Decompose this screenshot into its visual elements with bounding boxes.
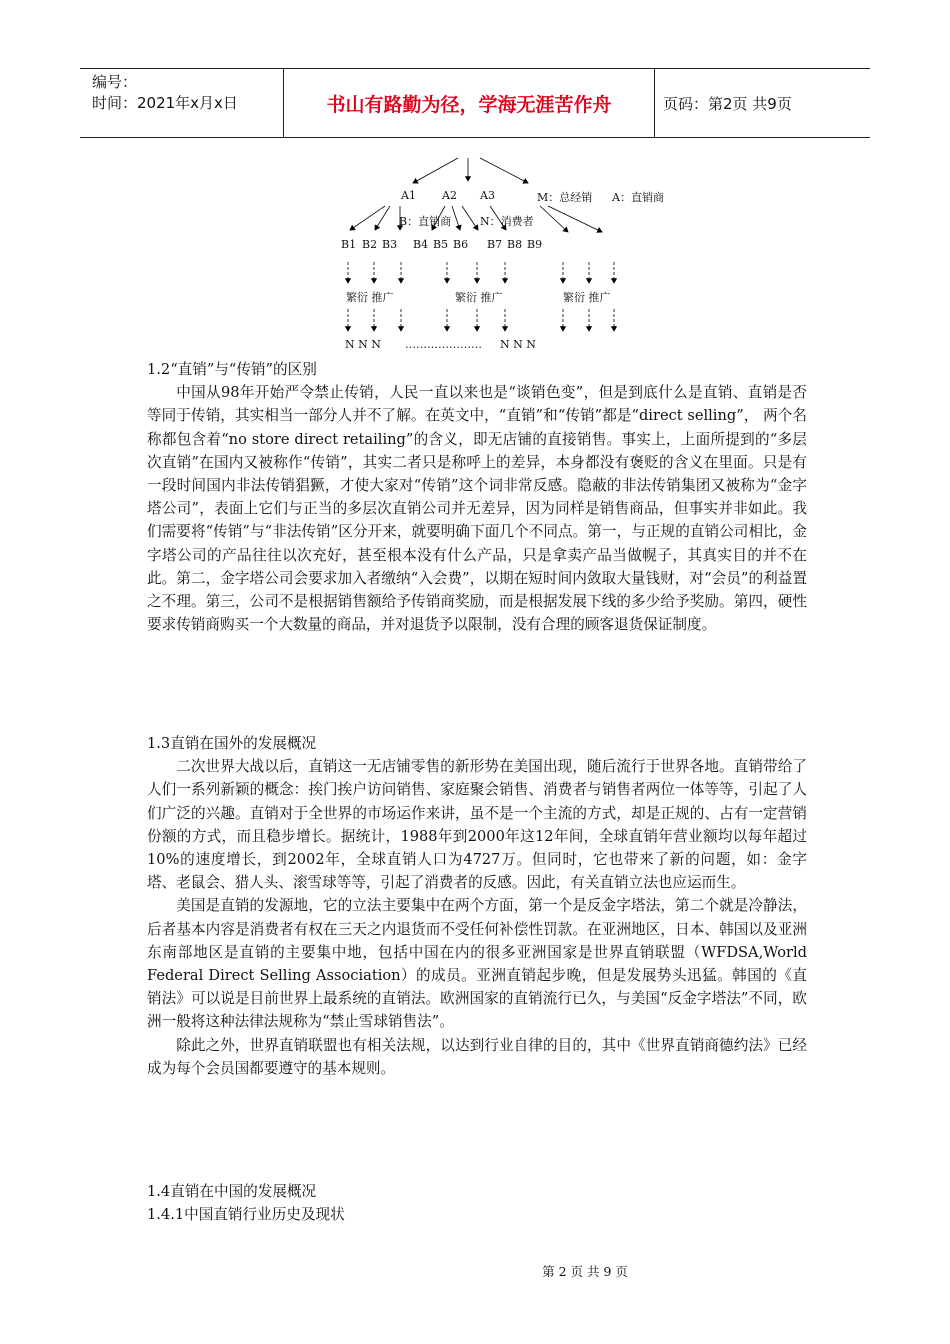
node-b5: B5: [433, 238, 449, 251]
node-a1: A1: [401, 189, 416, 202]
section-1-3: [147, 732, 807, 1080]
legend-n: N：消费者: [480, 215, 534, 228]
header-motto: 书山有路勤为径，学海无涯苦作舟: [283, 69, 655, 137]
section-1-4: [147, 1180, 807, 1226]
section-heading: 1.4直销在中国的发展概况: [147, 1183, 317, 1200]
legend-a: A：直销商: [612, 191, 664, 204]
section-1-2: [147, 358, 807, 636]
node-b4: B4: [413, 238, 429, 251]
grow-label-1: 繁衍 推广: [346, 291, 394, 304]
time-label: 时间：2021年x月x日: [92, 94, 238, 112]
page-footer: 第 2 页 共 9 页: [542, 1264, 628, 1279]
section-heading: 1.2“直销”与“传销”的区别: [147, 361, 317, 378]
subsection-heading: 1.4.1中国直销行业历史及现状: [147, 1206, 345, 1224]
node-b2: B2: [362, 238, 378, 251]
number-label: 编号：: [92, 73, 138, 91]
grow-label-3: 繁衍 推广: [563, 291, 611, 304]
section-heading: 1.3直销在国外的发展概况: [147, 735, 317, 752]
paragraph: 中国从98年开始严令禁止传销，人民一直以来也是“谈销色变”，但是到底什么是直销、直销是否等同于传销，其实相当一部分人并不了解。在英文中，“直销”和“传销”都是“direct selling”， 两个名称都包含着“no store direct retailing”的含义，即无店铺的直接销售。事实上，上面所提到的“多层次直销”在国内又被称作“传销”，其实二者只是称呼上的差异，本身都没有褒贬的含义在里面。只是有一段时间国内非法传销猖獗，才使大家对“传销”这个词非常反感。隐蔽的非法传销集团又被称为“金字塔公司”，表面上它们与正当的多层次直销公司并无差异，因为同样是销售商品，但事实并非如此。我们需要将“传销”与“非法传销”区分开来，就要明确下面几个不同点。第一，与正规的直销公司相比，金字塔公司的产品往往以次充好，甚至根本没有什么产品，只是拿卖产品当做幌子，其真实目的并不在此。第二，金字塔公司会要求加入者缴纳“入会费”，以期在短时间内敛取大量钱财，对“会员”的利益置之不理。第三，公司不是根据销售额给予传销商奖励，而是根据发展下线的多少给予奖励。第四，硬性要求传销商购买一个大数量的商品，并对退货予以限制，没有合理的顾客退货保证制度。: [147, 384, 807, 634]
node-b7: B7: [487, 238, 503, 251]
header-page-info: 页码：第2页 共9页: [663, 94, 792, 113]
consumers-right: N N N: [500, 338, 536, 351]
node-b8: B8: [507, 238, 523, 251]
legend-b: B：直销商: [399, 215, 452, 228]
paragraph: 美国是直销的发源地，它的立法主要集中在两个方面，第一个是反金字塔法，第二个就是冷静法，后者基本内容是消费者有权在三天之内退货而不受任何补偿性罚款。在亚洲地区，日本、韩国以及亚洲东南部地区是直销的主要集中地，包括中国在内的很多亚洲国家是世界直销联盟（WFDSA,World Federal Direct Selling Association）的成员。亚洲直销起步晚，但是发展势头迅猛。韩国的《直销法》可以说是目前世界上最系统的直销法。欧洲国家的直销流行已久，与美国“反金字塔法”不同，欧洲一般将这种法律法规称为“禁止雪球销售法”。: [147, 897, 807, 1031]
node-b9: B9: [527, 238, 543, 251]
diagram-arrows: [0, 0, 950, 360]
node-b3: B3: [382, 238, 398, 251]
node-a2: A2: [442, 189, 457, 202]
node-b6: B6: [453, 238, 469, 251]
legend-m: M：总经销: [537, 191, 593, 204]
grow-label-2: 繁衍 推广: [455, 291, 503, 304]
node-b1: B1: [341, 238, 357, 251]
paragraph: 除此之外，世界直销联盟也有相关法规，以达到行业自律的目的，其中《世界直销商德约法》已经成为每个会员国都要遵守的基本规则。: [147, 1036, 807, 1077]
paragraph: 二次世界大战以后，直销这一无店铺零售的新形势在美国出现，随后流行于世界各地。直销带给了人们一系列新颖的概念：挨门挨户访问销售、家庭聚会销售、消费者与销售者两位一体等等，引起了人们广泛的兴趣。直销对于全世界的市场运作来讲，虽不是一个主流的方式，却是正规的、占有一定营销份额的方式，而且稳步增长。据统计，1988年到2000年这12年间，全球直销年营业额均以每年超过10%的速度增长，到2002年，全球直销人口为4727万。但同时，它也带来了新的问题，如：金字塔、老鼠会、猎人头、滚雪球等等，引起了消费者的反感。因此，有关直销立法也应运而生。: [147, 758, 807, 892]
consumers-ellipsis: …………………: [405, 338, 482, 351]
node-a3: A3: [480, 189, 495, 202]
consumers-left: N N N: [345, 338, 381, 351]
